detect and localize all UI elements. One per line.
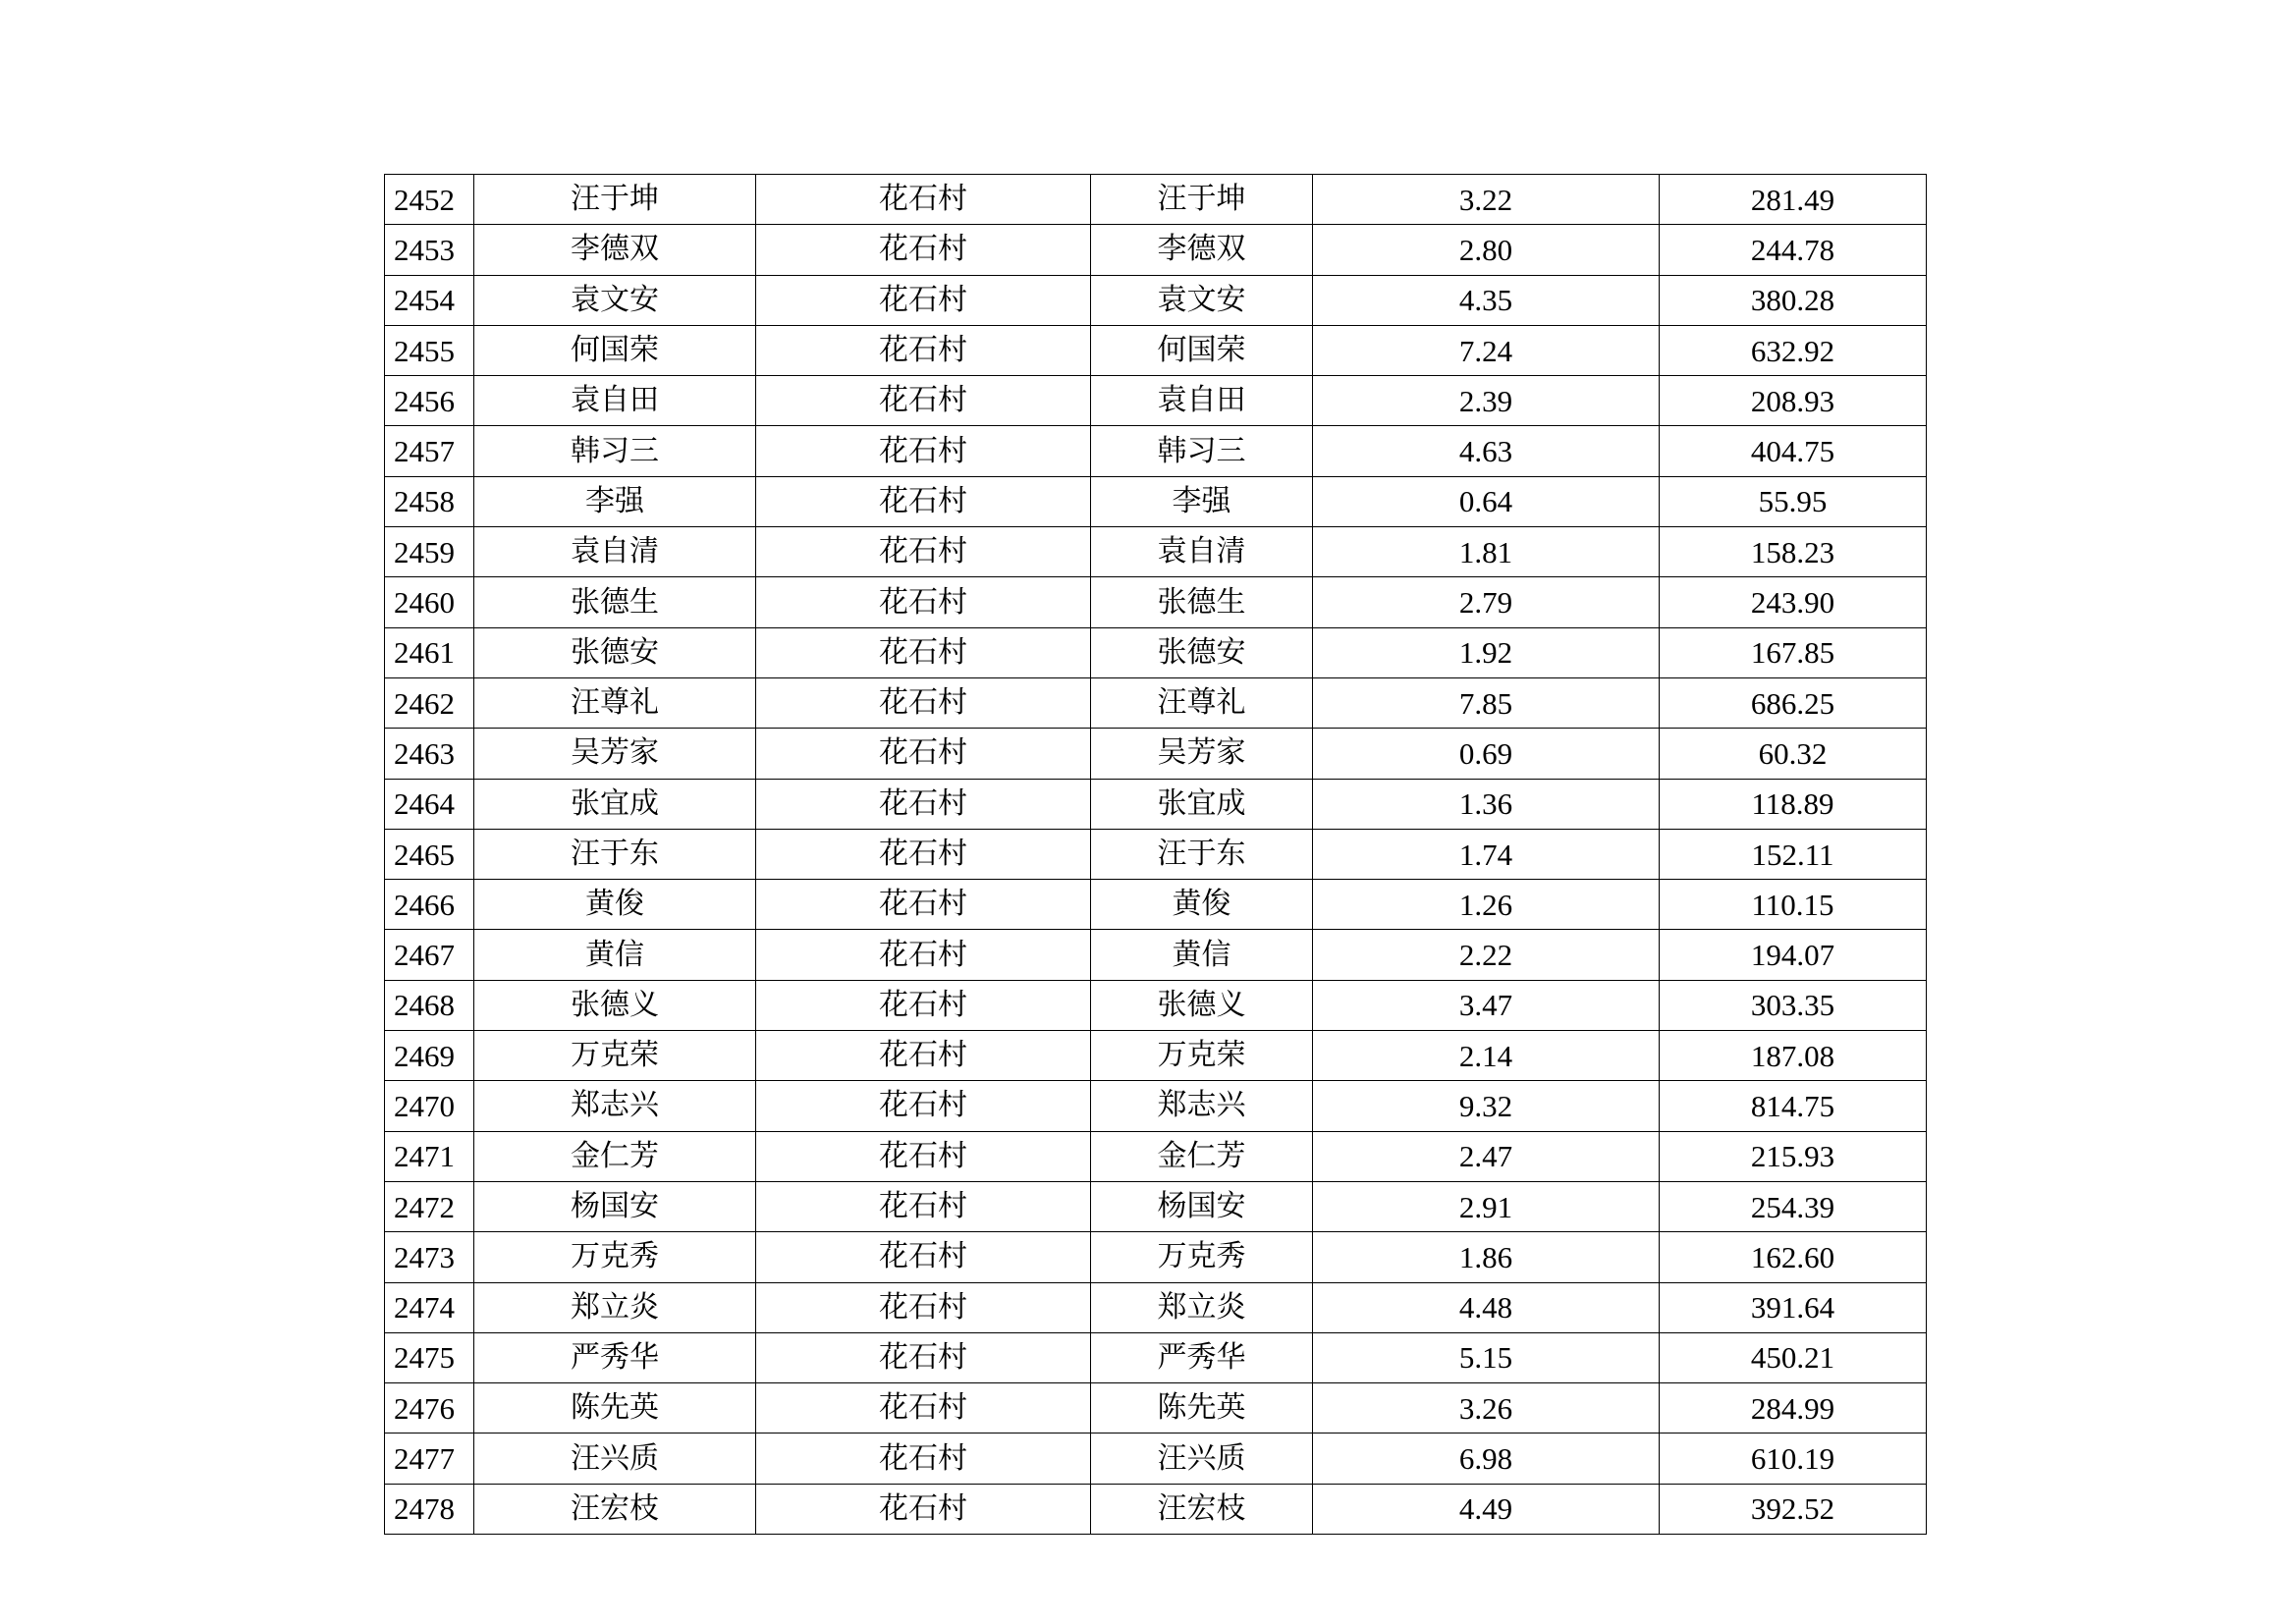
row-number-cell: 2463 <box>385 729 474 779</box>
name-cell: 韩习三 <box>474 426 756 476</box>
village-cell: 花石村 <box>756 476 1091 526</box>
amount-cell: 450.21 <box>1660 1332 1927 1382</box>
village-cell: 花石村 <box>756 577 1091 627</box>
village-cell: 花石村 <box>756 426 1091 476</box>
row-number-cell: 2462 <box>385 677 474 728</box>
holder-name-cell: 万克荣 <box>1091 1031 1313 1081</box>
table-row <box>385 225 1927 275</box>
holder-name-cell: 张德安 <box>1091 627 1313 677</box>
table-row <box>385 1434 1927 1484</box>
row-number-cell: 2456 <box>385 376 474 426</box>
name-cell: 汪兴质 <box>474 1434 756 1484</box>
row-number-cell: 2454 <box>385 275 474 325</box>
holder-name-cell: 万克秀 <box>1091 1232 1313 1282</box>
table-row <box>385 325 1927 375</box>
row-number-cell: 2461 <box>385 627 474 677</box>
table-row <box>385 1282 1927 1332</box>
row-number-cell: 2459 <box>385 527 474 577</box>
holder-name-cell: 李强 <box>1091 476 1313 526</box>
amount-cell: 215.93 <box>1660 1131 1927 1181</box>
village-cell: 花石村 <box>756 175 1091 225</box>
name-cell: 汪于坤 <box>474 175 756 225</box>
table-row <box>385 729 1927 779</box>
name-cell: 汪尊礼 <box>474 677 756 728</box>
row-number-cell: 2458 <box>385 476 474 526</box>
holder-name-cell: 吴芳家 <box>1091 729 1313 779</box>
table-row <box>385 1181 1927 1231</box>
table-row <box>385 577 1927 627</box>
table-row <box>385 426 1927 476</box>
table-row <box>385 275 1927 325</box>
table-row <box>385 1131 1927 1181</box>
holder-name-cell: 汪于坤 <box>1091 175 1313 225</box>
row-number-cell: 2469 <box>385 1031 474 1081</box>
village-cell: 花石村 <box>756 880 1091 930</box>
table-row <box>385 1031 1927 1081</box>
village-cell: 花石村 <box>756 1282 1091 1332</box>
amount-cell: 814.75 <box>1660 1081 1927 1131</box>
amount-cell: 55.95 <box>1660 476 1927 526</box>
row-number-cell: 2452 <box>385 175 474 225</box>
amount-cell: 632.92 <box>1660 325 1927 375</box>
village-cell: 花石村 <box>756 527 1091 577</box>
table-row <box>385 1484 1927 1534</box>
amount-cell: 118.89 <box>1660 779 1927 829</box>
holder-name-cell: 张德义 <box>1091 980 1313 1030</box>
row-number-cell: 2470 <box>385 1081 474 1131</box>
holder-name-cell: 金仁芳 <box>1091 1131 1313 1181</box>
table-row <box>385 376 1927 426</box>
name-cell: 袁自清 <box>474 527 756 577</box>
table-row <box>385 627 1927 677</box>
amount-cell: 243.90 <box>1660 577 1927 627</box>
area-cell: 5.15 <box>1313 1332 1660 1382</box>
area-cell: 0.64 <box>1313 476 1660 526</box>
table-row <box>385 1232 1927 1282</box>
area-cell: 2.14 <box>1313 1031 1660 1081</box>
name-cell: 郑志兴 <box>474 1081 756 1131</box>
table-row <box>385 1081 1927 1131</box>
area-cell: 3.26 <box>1313 1383 1660 1434</box>
area-cell: 2.79 <box>1313 577 1660 627</box>
name-cell: 黄俊 <box>474 880 756 930</box>
amount-cell: 404.75 <box>1660 426 1927 476</box>
holder-name-cell: 李德双 <box>1091 225 1313 275</box>
table-row <box>385 1383 1927 1434</box>
village-cell: 花石村 <box>756 376 1091 426</box>
village-cell: 花石村 <box>756 1383 1091 1434</box>
area-cell: 9.32 <box>1313 1081 1660 1131</box>
holder-name-cell: 韩习三 <box>1091 426 1313 476</box>
holder-name-cell: 汪宏枝 <box>1091 1484 1313 1534</box>
amount-cell: 110.15 <box>1660 880 1927 930</box>
name-cell: 张德安 <box>474 627 756 677</box>
amount-cell: 610.19 <box>1660 1434 1927 1484</box>
name-cell: 万克秀 <box>474 1232 756 1282</box>
name-cell: 郑立炎 <box>474 1282 756 1332</box>
area-cell: 7.85 <box>1313 677 1660 728</box>
area-cell: 2.39 <box>1313 376 1660 426</box>
amount-cell: 686.25 <box>1660 677 1927 728</box>
row-number-cell: 2457 <box>385 426 474 476</box>
name-cell: 金仁芳 <box>474 1131 756 1181</box>
amount-cell: 281.49 <box>1660 175 1927 225</box>
holder-name-cell: 何国荣 <box>1091 325 1313 375</box>
name-cell: 万克荣 <box>474 1031 756 1081</box>
name-cell: 陈先英 <box>474 1383 756 1434</box>
table-row <box>385 1332 1927 1382</box>
village-cell: 花石村 <box>756 1434 1091 1484</box>
row-number-cell: 2472 <box>385 1181 474 1231</box>
row-number-cell: 2465 <box>385 829 474 879</box>
amount-cell: 391.64 <box>1660 1282 1927 1332</box>
amount-cell: 284.99 <box>1660 1383 1927 1434</box>
row-number-cell: 2455 <box>385 325 474 375</box>
village-cell: 花石村 <box>756 1232 1091 1282</box>
village-cell: 花石村 <box>756 1484 1091 1534</box>
area-cell: 1.26 <box>1313 880 1660 930</box>
village-cell: 花石村 <box>756 627 1091 677</box>
table-row <box>385 779 1927 829</box>
area-cell: 3.22 <box>1313 175 1660 225</box>
holder-name-cell: 张宜成 <box>1091 779 1313 829</box>
name-cell: 李强 <box>474 476 756 526</box>
holder-name-cell: 张德生 <box>1091 577 1313 627</box>
area-cell: 2.47 <box>1313 1131 1660 1181</box>
name-cell: 袁文安 <box>474 275 756 325</box>
village-cell: 花石村 <box>756 1332 1091 1382</box>
village-cell: 花石村 <box>756 829 1091 879</box>
table-row <box>385 880 1927 930</box>
table-body <box>385 175 1927 1535</box>
village-cell: 花石村 <box>756 729 1091 779</box>
row-number-cell: 2453 <box>385 225 474 275</box>
area-cell: 2.22 <box>1313 930 1660 980</box>
amount-cell: 303.35 <box>1660 980 1927 1030</box>
table-row <box>385 476 1927 526</box>
table-row <box>385 930 1927 980</box>
name-cell: 张宜成 <box>474 779 756 829</box>
table-row <box>385 175 1927 225</box>
holder-name-cell: 袁自田 <box>1091 376 1313 426</box>
amount-cell: 392.52 <box>1660 1484 1927 1534</box>
village-cell: 花石村 <box>756 275 1091 325</box>
name-cell: 张德生 <box>474 577 756 627</box>
table-row <box>385 829 1927 879</box>
village-cell: 花石村 <box>756 1181 1091 1231</box>
holder-name-cell: 杨国安 <box>1091 1181 1313 1231</box>
area-cell: 2.80 <box>1313 225 1660 275</box>
area-cell: 3.47 <box>1313 980 1660 1030</box>
name-cell: 杨国安 <box>474 1181 756 1231</box>
village-cell: 花石村 <box>756 677 1091 728</box>
area-cell: 6.98 <box>1313 1434 1660 1484</box>
table-row <box>385 527 1927 577</box>
name-cell: 张德义 <box>474 980 756 1030</box>
amount-cell: 254.39 <box>1660 1181 1927 1231</box>
row-number-cell: 2460 <box>385 577 474 627</box>
holder-name-cell: 郑立炎 <box>1091 1282 1313 1332</box>
holder-name-cell: 汪于东 <box>1091 829 1313 879</box>
amount-cell: 162.60 <box>1660 1232 1927 1282</box>
row-number-cell: 2471 <box>385 1131 474 1181</box>
area-cell: 1.36 <box>1313 779 1660 829</box>
row-number-cell: 2474 <box>385 1282 474 1332</box>
area-cell: 2.91 <box>1313 1181 1660 1231</box>
name-cell: 吴芳家 <box>474 729 756 779</box>
village-cell: 花石村 <box>756 1081 1091 1131</box>
name-cell: 黄信 <box>474 930 756 980</box>
row-number-cell: 2466 <box>385 880 474 930</box>
area-cell: 1.86 <box>1313 1232 1660 1282</box>
village-cell: 花石村 <box>756 779 1091 829</box>
holder-name-cell: 黄俊 <box>1091 880 1313 930</box>
village-cell: 花石村 <box>756 1131 1091 1181</box>
area-cell: 1.81 <box>1313 527 1660 577</box>
holder-name-cell: 陈先英 <box>1091 1383 1313 1434</box>
table-row <box>385 980 1927 1030</box>
name-cell: 严秀华 <box>474 1332 756 1382</box>
area-cell: 0.69 <box>1313 729 1660 779</box>
name-cell: 袁自田 <box>474 376 756 426</box>
village-cell: 花石村 <box>756 980 1091 1030</box>
amount-cell: 380.28 <box>1660 275 1927 325</box>
name-cell: 李德双 <box>474 225 756 275</box>
village-cell: 花石村 <box>756 930 1091 980</box>
area-cell: 4.35 <box>1313 275 1660 325</box>
holder-name-cell: 严秀华 <box>1091 1332 1313 1382</box>
amount-cell: 60.32 <box>1660 729 1927 779</box>
holder-name-cell: 汪尊礼 <box>1091 677 1313 728</box>
row-number-cell: 2473 <box>385 1232 474 1282</box>
area-cell: 7.24 <box>1313 325 1660 375</box>
holder-name-cell: 郑志兴 <box>1091 1081 1313 1131</box>
amount-cell: 208.93 <box>1660 376 1927 426</box>
holder-name-cell: 袁自清 <box>1091 527 1313 577</box>
name-cell: 何国荣 <box>474 325 756 375</box>
data-table <box>384 174 1927 1535</box>
row-number-cell: 2464 <box>385 779 474 829</box>
area-cell: 4.48 <box>1313 1282 1660 1332</box>
amount-cell: 194.07 <box>1660 930 1927 980</box>
name-cell: 汪于东 <box>474 829 756 879</box>
holder-name-cell: 汪兴质 <box>1091 1434 1313 1484</box>
row-number-cell: 2477 <box>385 1434 474 1484</box>
village-cell: 花石村 <box>756 1031 1091 1081</box>
row-number-cell: 2468 <box>385 980 474 1030</box>
holder-name-cell: 袁文安 <box>1091 275 1313 325</box>
table-row <box>385 677 1927 728</box>
amount-cell: 158.23 <box>1660 527 1927 577</box>
row-number-cell: 2478 <box>385 1484 474 1534</box>
area-cell: 4.63 <box>1313 426 1660 476</box>
village-cell: 花石村 <box>756 325 1091 375</box>
amount-cell: 152.11 <box>1660 829 1927 879</box>
village-cell: 花石村 <box>756 225 1091 275</box>
area-cell: 1.92 <box>1313 627 1660 677</box>
row-number-cell: 2467 <box>385 930 474 980</box>
area-cell: 4.49 <box>1313 1484 1660 1534</box>
row-number-cell: 2476 <box>385 1383 474 1434</box>
row-number-cell: 2475 <box>385 1332 474 1382</box>
area-cell: 1.74 <box>1313 829 1660 879</box>
amount-cell: 167.85 <box>1660 627 1927 677</box>
holder-name-cell: 黄信 <box>1091 930 1313 980</box>
amount-cell: 187.08 <box>1660 1031 1927 1081</box>
name-cell: 汪宏枝 <box>474 1484 756 1534</box>
amount-cell: 244.78 <box>1660 225 1927 275</box>
